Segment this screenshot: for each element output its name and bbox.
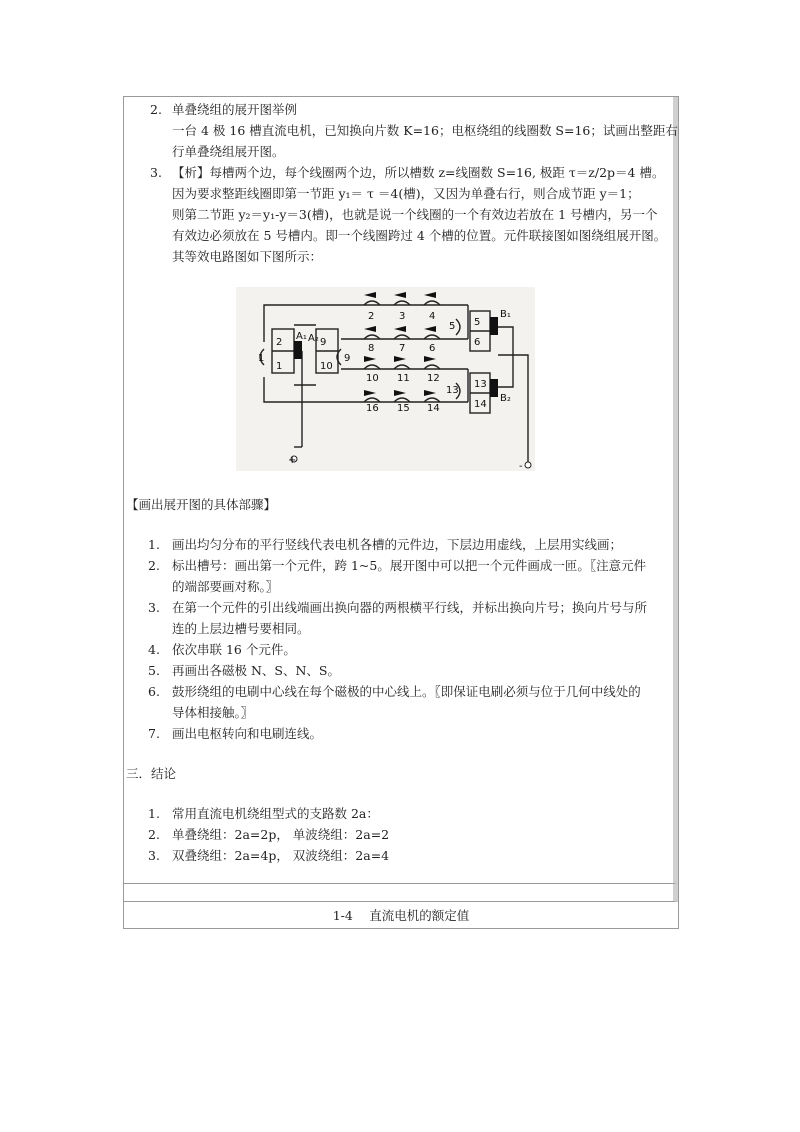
item-number: 2. xyxy=(150,102,162,117)
step-text: 鼓形绕组的电刷中心线在每个磁极的中心线上。〖即保证电刷必须与位于几何中线处的 xyxy=(172,684,641,699)
slot-label: 14 xyxy=(474,399,487,410)
slot-label: 5 xyxy=(474,317,481,328)
step-text: 依次串联 16 个元件。 xyxy=(172,642,296,657)
paragraph-line: 其等效电路图如下图所示： xyxy=(172,249,323,264)
circuit-diagram xyxy=(236,287,535,471)
slot-label: 9 xyxy=(320,337,327,348)
step-number: 4. xyxy=(148,642,160,657)
step-text: 的端部要画对称。〗 xyxy=(172,579,279,594)
coil-label: 3 xyxy=(399,311,406,322)
paragraph-line: 有效边必须放在 5 号槽内。即一个线圈跨过 4 个槽的位置。元件联接图如图绕组展开图。 xyxy=(172,228,667,243)
coil-label: 12 xyxy=(427,373,440,384)
coil-label: 4 xyxy=(429,311,436,322)
conclusion-text: 常用直流电机绕组型式的支路数 2a： xyxy=(172,806,379,821)
coil-label: 1 xyxy=(258,353,265,364)
step-number: 1. xyxy=(148,537,160,552)
steps-heading: 【画出展开图的具体部骤】 xyxy=(126,497,277,512)
slot-label: 6 xyxy=(474,337,481,348)
coil-label: 10 xyxy=(366,373,379,384)
coil-label: 5 xyxy=(449,321,456,332)
step-number: 5. xyxy=(148,663,160,678)
conclusion-number: 2. xyxy=(148,827,160,842)
paragraph-line: 行单叠绕组展开图。 xyxy=(172,144,285,159)
step-text: 画出电枢转向和电刷连线。 xyxy=(172,726,323,741)
coil-label: 2 xyxy=(368,311,375,322)
brush-label: B₁ xyxy=(500,309,511,320)
coil-label: 14 xyxy=(427,403,440,414)
conclusion-heading: 三．结论 xyxy=(126,766,177,781)
slot-label: 2 xyxy=(276,337,283,348)
step-text: 在第一个元件的引出线端画出换向器的两根横平行线，并标出换向片号；换向片号与所 xyxy=(172,600,648,615)
step-text: 再画出各磁极 N、S、N、S。 xyxy=(172,663,340,678)
paragraph-line: 一台 4 极 16 槽直流电机，已知换向片数 K=16；电枢绕组的线圈数 S=16；试画出整距右 xyxy=(172,123,678,138)
conclusion-number: 1. xyxy=(148,806,160,821)
slot-label: 1 xyxy=(276,361,283,372)
terminal-label: - xyxy=(519,461,523,471)
step-number: 7. xyxy=(148,726,160,741)
coil-label: 11 xyxy=(397,373,410,384)
paragraph-line: 【析】每槽两个边，每个线圈两个边，所以槽数 z=线圈数 S=16, 极距 τ＝z/2p＝4 槽。 xyxy=(172,165,665,180)
coil-label: 8 xyxy=(368,343,375,354)
section-title: 1-4 直流电机的额定值 xyxy=(332,908,470,923)
coil-label: 13 xyxy=(446,385,459,396)
conclusion-text: 双叠绕组：2a=4p， 双波绕组：2a=4 xyxy=(172,848,390,863)
paragraph-line: 因为要求整距线圈即第一节距 y₁＝ τ ＝4(槽)，又因为单叠右行，则合成节距 y＝1； xyxy=(172,186,640,201)
coil-label: 6 xyxy=(429,343,436,354)
item-title: 单叠绕组的展开图举例 xyxy=(172,102,298,117)
slot-label: 13 xyxy=(474,379,487,390)
terminal-label: + xyxy=(288,455,297,466)
section-title-row xyxy=(124,902,678,928)
coil-label: 16 xyxy=(366,403,379,414)
conclusion-text: 单叠绕组：2a=2p， 单波绕组：2a=2 xyxy=(172,827,390,842)
brush-label: A₁ xyxy=(296,331,307,342)
conclusion-number: 3. xyxy=(148,848,160,863)
step-text: 画出均匀分布的平行竖线代表电机各槽的元件边，下层边用虚线，上层用实线画； xyxy=(172,537,623,552)
brush-label: A₂ xyxy=(308,333,319,344)
step-number: 6. xyxy=(148,684,160,699)
step-number: 3. xyxy=(148,600,160,615)
coil-label: 15 xyxy=(397,403,410,414)
step-number: 2. xyxy=(148,558,160,573)
slot-label: 10 xyxy=(320,361,333,372)
step-text: 连的上层边槽号要相同。 xyxy=(172,621,310,636)
brush-label: B₂ xyxy=(500,393,511,404)
equivalent-circuit-figure xyxy=(236,287,535,471)
step-text: 标出槽号：画出第一个元件，跨 1~5。展开图中可以把一个元件画成一匝。〖注意元件 xyxy=(172,558,647,573)
step-text: 导体相接触。〗 xyxy=(172,705,254,720)
coil-label: 7 xyxy=(399,343,406,354)
item-number: 3. xyxy=(150,165,162,180)
coil-label: 9 xyxy=(344,353,351,364)
paragraph-line: 则第二节距 y₂＝y₁-y＝3(槽)，也就是说一个线圈的一个有效边若放在 1 号槽内，另一个 xyxy=(172,207,658,222)
empty-row xyxy=(124,884,678,902)
